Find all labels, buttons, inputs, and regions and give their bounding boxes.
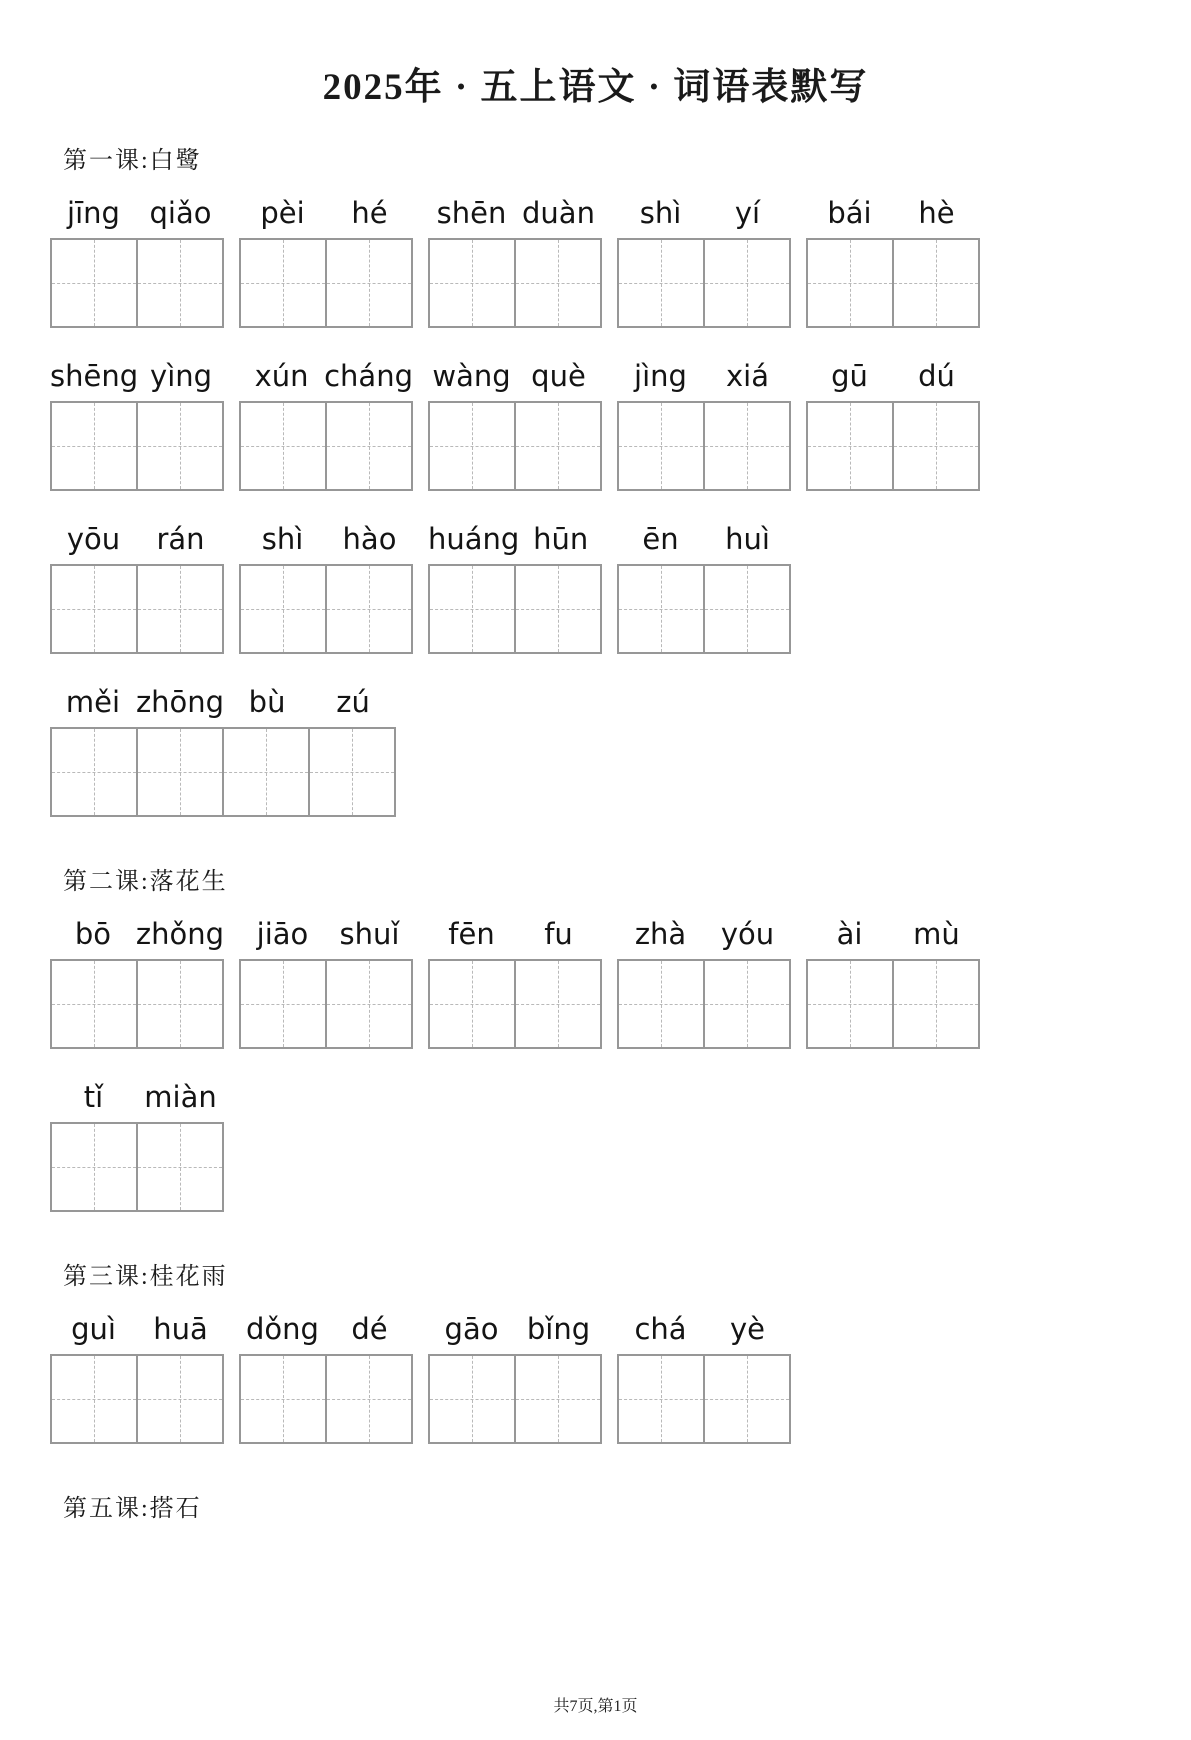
pinyin-line <box>617 916 791 952</box>
page-title: 2025年 · 五上语文 · 词语表默写 <box>322 67 869 108</box>
writing-boxes <box>617 959 791 1049</box>
pinyin-line <box>50 916 224 952</box>
horizontal-guide-line <box>327 1004 411 1005</box>
pinyin-syllable: huì <box>725 522 770 556</box>
word-group <box>806 358 980 491</box>
writing-cell[interactable] <box>808 403 894 489</box>
word-group <box>50 1311 224 1444</box>
writing-cell[interactable] <box>52 240 138 326</box>
pinyin-line <box>806 195 980 231</box>
writing-cell[interactable] <box>138 961 222 1047</box>
pinyin-line <box>239 521 413 557</box>
word-group <box>428 1311 602 1444</box>
writing-cell[interactable] <box>894 403 978 489</box>
word-group <box>239 195 413 328</box>
writing-cell[interactable] <box>138 1124 222 1210</box>
word-group <box>50 916 224 1049</box>
horizontal-guide-line <box>52 1167 136 1168</box>
horizontal-guide-line <box>894 446 978 447</box>
pinyin-syllable: hūn <box>533 522 589 556</box>
horizontal-guide-line <box>619 283 703 284</box>
pinyin-syllable: dé <box>351 1312 388 1346</box>
word-group <box>428 195 602 328</box>
writing-cell[interactable] <box>52 1356 138 1442</box>
word-group <box>50 195 224 328</box>
pinyin-syllable: yìng <box>150 359 213 393</box>
writing-boxes <box>239 1354 413 1444</box>
horizontal-guide-line <box>138 609 222 610</box>
pinyin-syllable: ài <box>836 917 863 951</box>
horizontal-guide-line <box>241 446 325 447</box>
horizontal-guide-line <box>138 1399 222 1400</box>
pinyin-line <box>617 1311 791 1347</box>
writing-boxes <box>617 401 791 491</box>
pinyin-syllable: cháng <box>324 359 413 393</box>
word-group <box>239 916 413 1049</box>
pinyin-line <box>239 195 413 231</box>
lesson-section <box>50 140 1141 817</box>
pinyin-syllable: bái <box>827 196 872 230</box>
pinyin-line <box>239 358 413 394</box>
horizontal-guide-line <box>138 772 222 773</box>
writing-cell[interactable] <box>516 566 600 652</box>
writing-cell[interactable] <box>705 566 789 652</box>
horizontal-guide-line <box>52 283 136 284</box>
writing-boxes <box>239 401 413 491</box>
word-group <box>617 195 791 328</box>
pinyin-syllable: xiá <box>726 359 769 393</box>
horizontal-guide-line <box>224 772 308 773</box>
horizontal-guide-line <box>327 1399 411 1400</box>
pinyin-line <box>428 1311 602 1347</box>
pinyin-syllable: shēng <box>50 359 139 393</box>
horizontal-guide-line <box>705 609 789 610</box>
writing-cell[interactable] <box>327 961 411 1047</box>
pinyin-syllable: guì <box>71 1312 116 1346</box>
horizontal-guide-line <box>619 446 703 447</box>
horizontal-guide-line <box>52 772 136 773</box>
pinyin-line <box>50 684 396 720</box>
writing-cell[interactable] <box>516 961 600 1047</box>
pinyin-line <box>50 1079 224 1115</box>
worksheet-page <box>0 56 1191 1740</box>
word-group <box>806 195 980 328</box>
word-group <box>50 1079 224 1212</box>
horizontal-guide-line <box>894 283 978 284</box>
word-group <box>239 358 413 491</box>
pinyin-line <box>239 916 413 952</box>
writing-cell[interactable] <box>705 403 789 489</box>
horizontal-guide-line <box>327 283 411 284</box>
writing-cell[interactable] <box>224 729 310 815</box>
lesson-section <box>50 1488 1141 1523</box>
word-row <box>50 358 1141 491</box>
writing-cell[interactable] <box>516 1356 600 1442</box>
writing-boxes <box>428 401 602 491</box>
horizontal-guide-line <box>705 1004 789 1005</box>
writing-boxes <box>428 959 602 1049</box>
pinyin-syllable: dǒng <box>246 1312 319 1346</box>
pinyin-line <box>50 358 224 394</box>
writing-cell[interactable] <box>327 403 411 489</box>
writing-boxes <box>50 1354 224 1444</box>
horizontal-guide-line <box>52 1004 136 1005</box>
pinyin-line <box>617 358 791 394</box>
writing-cell[interactable] <box>808 240 894 326</box>
pinyin-line <box>50 1311 224 1347</box>
writing-cell[interactable] <box>241 403 327 489</box>
pinyin-syllable: zú <box>336 685 370 719</box>
horizontal-guide-line <box>619 1004 703 1005</box>
pinyin-syllable: shì <box>261 522 304 556</box>
word-row <box>50 1079 1141 1212</box>
horizontal-guide-line <box>241 1399 325 1400</box>
pinyin-syllable: chá <box>634 1312 687 1346</box>
horizontal-guide-line <box>430 609 514 610</box>
pinyin-line <box>428 195 602 231</box>
horizontal-guide-line <box>52 446 136 447</box>
horizontal-guide-line <box>808 283 892 284</box>
pinyin-syllable: dú <box>918 359 955 393</box>
pinyin-line <box>428 521 602 557</box>
writing-cell[interactable] <box>138 240 222 326</box>
pinyin-line <box>806 916 980 952</box>
word-group <box>50 521 224 654</box>
word-row <box>50 684 1141 817</box>
writing-cell[interactable] <box>516 240 600 326</box>
horizontal-guide-line <box>138 1004 222 1005</box>
writing-cell[interactable] <box>705 240 789 326</box>
pinyin-syllable: jìng <box>634 359 687 393</box>
writing-cell[interactable] <box>138 729 224 815</box>
writing-boxes <box>50 238 224 328</box>
pinyin-syllable: fu <box>544 917 573 951</box>
horizontal-guide-line <box>310 772 394 773</box>
horizontal-guide-line <box>241 1004 325 1005</box>
writing-cell[interactable] <box>430 1356 516 1442</box>
word-group <box>617 1311 791 1444</box>
writing-boxes <box>617 238 791 328</box>
pinyin-syllable: zhōng <box>135 685 225 719</box>
writing-cell[interactable] <box>52 729 138 815</box>
pinyin-line <box>617 521 791 557</box>
pinyin-syllable: zhà <box>634 917 687 951</box>
pinyin-syllable: mù <box>913 917 960 951</box>
horizontal-guide-line <box>619 1399 703 1400</box>
horizontal-guide-line <box>516 283 600 284</box>
writing-boxes <box>50 959 224 1049</box>
lesson-heading: 第二课:落花生 <box>63 869 228 895</box>
word-row <box>50 195 1141 328</box>
lesson-heading: 第五课:搭石 <box>63 1496 202 1522</box>
word-group <box>50 358 224 491</box>
pinyin-syllable: xún <box>254 359 309 393</box>
worksheet-sections <box>0 140 1191 1523</box>
writing-boxes <box>806 401 980 491</box>
pinyin-syllable: jīng <box>67 196 120 230</box>
horizontal-guide-line <box>808 446 892 447</box>
writing-cell[interactable] <box>52 961 138 1047</box>
pinyin-syllable: zhǒng <box>135 917 224 951</box>
word-group <box>617 916 791 1049</box>
horizontal-guide-line <box>705 446 789 447</box>
pinyin-line <box>50 521 224 557</box>
pinyin-syllable: hào <box>342 522 397 556</box>
pinyin-syllable: jiāo <box>256 917 309 951</box>
word-group <box>239 521 413 654</box>
writing-boxes <box>806 959 980 1049</box>
horizontal-guide-line <box>430 283 514 284</box>
writing-cell[interactable] <box>327 1356 411 1442</box>
writing-cell[interactable] <box>52 403 138 489</box>
writing-boxes <box>50 1122 224 1212</box>
writing-boxes <box>806 238 980 328</box>
word-group <box>617 358 791 491</box>
writing-boxes <box>50 564 224 654</box>
pinyin-line <box>428 358 602 394</box>
word-group <box>806 916 980 1049</box>
horizontal-guide-line <box>52 609 136 610</box>
writing-cell[interactable] <box>430 961 516 1047</box>
pinyin-syllable: shēn <box>436 196 507 230</box>
horizontal-guide-line <box>516 1399 600 1400</box>
writing-cell[interactable] <box>327 566 411 652</box>
pinyin-syllable: yí <box>734 196 761 230</box>
writing-cell[interactable] <box>327 240 411 326</box>
writing-cell[interactable] <box>516 403 600 489</box>
writing-cell[interactable] <box>241 961 327 1047</box>
word-row <box>50 1311 1141 1444</box>
lesson-heading: 第三课:桂花雨 <box>63 1264 228 1290</box>
word-group <box>428 358 602 491</box>
pinyin-syllable: yóu <box>720 917 775 951</box>
pinyin-syllable: gū <box>831 359 868 393</box>
writing-cell[interactable] <box>310 729 394 815</box>
pinyin-syllable: rán <box>156 522 205 556</box>
horizontal-guide-line <box>516 1004 600 1005</box>
writing-cell[interactable] <box>241 1356 327 1442</box>
writing-cell[interactable] <box>619 240 705 326</box>
pinyin-syllable: pèi <box>260 196 305 230</box>
pinyin-syllable: huáng <box>428 522 520 556</box>
writing-boxes <box>428 1354 602 1444</box>
word-row <box>50 916 1141 1049</box>
word-group <box>428 521 602 654</box>
word-group <box>239 1311 413 1444</box>
pinyin-line <box>806 358 980 394</box>
writing-cell[interactable] <box>894 240 978 326</box>
horizontal-guide-line <box>705 1399 789 1400</box>
writing-cell[interactable] <box>241 566 327 652</box>
horizontal-guide-line <box>430 1004 514 1005</box>
horizontal-guide-line <box>241 283 325 284</box>
horizontal-guide-line <box>808 1004 892 1005</box>
page-footer: 共7页,第1页 <box>553 1698 638 1715</box>
writing-boxes <box>50 727 396 817</box>
pinyin-syllable: shuǐ <box>339 917 400 951</box>
writing-cell[interactable] <box>430 240 516 326</box>
writing-boxes <box>428 238 602 328</box>
writing-cell[interactable] <box>894 961 978 1047</box>
pinyin-syllable: hè <box>918 196 955 230</box>
writing-cell[interactable] <box>619 566 705 652</box>
pinyin-line <box>239 1311 413 1347</box>
word-group <box>428 916 602 1049</box>
pinyin-syllable: wàng <box>432 359 511 393</box>
writing-boxes <box>239 238 413 328</box>
pinyin-line <box>50 195 224 231</box>
pinyin-syllable: què <box>531 359 586 393</box>
horizontal-guide-line <box>430 446 514 447</box>
horizontal-guide-line <box>894 1004 978 1005</box>
lesson-section <box>50 1256 1141 1444</box>
writing-cell[interactable] <box>619 961 705 1047</box>
pinyin-syllable: gāo <box>444 1312 499 1346</box>
writing-cell[interactable] <box>430 566 516 652</box>
writing-cell[interactable] <box>705 1356 789 1442</box>
pinyin-syllable: bù <box>248 685 286 719</box>
pinyin-syllable: fēn <box>448 917 495 951</box>
horizontal-guide-line <box>619 609 703 610</box>
writing-cell[interactable] <box>705 961 789 1047</box>
pinyin-syllable: huā <box>153 1312 208 1346</box>
writing-boxes <box>239 959 413 1049</box>
word-group <box>617 521 791 654</box>
horizontal-guide-line <box>138 283 222 284</box>
pinyin-syllable: tǐ <box>83 1080 104 1114</box>
lesson-heading: 第一课:白鹭 <box>63 148 202 174</box>
pinyin-line <box>617 195 791 231</box>
horizontal-guide-line <box>327 609 411 610</box>
horizontal-guide-line <box>430 1399 514 1400</box>
writing-cell[interactable] <box>619 403 705 489</box>
pinyin-syllable: shì <box>639 196 682 230</box>
pinyin-syllable: qiǎo <box>149 196 212 230</box>
writing-cell[interactable] <box>808 961 894 1047</box>
pinyin-line <box>428 916 602 952</box>
writing-cell[interactable] <box>138 566 222 652</box>
horizontal-guide-line <box>138 446 222 447</box>
writing-cell[interactable] <box>52 1124 138 1210</box>
writing-boxes <box>617 564 791 654</box>
writing-boxes <box>50 401 224 491</box>
horizontal-guide-line <box>52 1399 136 1400</box>
pinyin-syllable: bǐng <box>526 1312 591 1346</box>
pinyin-syllable: ēn <box>642 522 679 556</box>
horizontal-guide-line <box>327 446 411 447</box>
horizontal-guide-line <box>241 609 325 610</box>
pinyin-syllable: měi <box>65 685 121 719</box>
horizontal-guide-line <box>516 446 600 447</box>
horizontal-guide-line <box>516 609 600 610</box>
word-row <box>50 521 1141 654</box>
writing-boxes <box>428 564 602 654</box>
writing-cell[interactable] <box>138 403 222 489</box>
writing-boxes <box>239 564 413 654</box>
word-group <box>50 684 396 817</box>
horizontal-guide-line <box>705 283 789 284</box>
pinyin-syllable: yè <box>729 1312 765 1346</box>
lesson-section <box>50 861 1141 1212</box>
pinyin-syllable: miàn <box>144 1080 217 1114</box>
writing-cell[interactable] <box>430 403 516 489</box>
writing-cell[interactable] <box>241 240 327 326</box>
pinyin-syllable: duàn <box>522 196 595 230</box>
pinyin-syllable: bō <box>74 917 111 951</box>
horizontal-guide-line <box>138 1167 222 1168</box>
writing-cell[interactable] <box>619 1356 705 1442</box>
pinyin-syllable: yōu <box>66 522 121 556</box>
writing-cell[interactable] <box>138 1356 222 1442</box>
writing-cell[interactable] <box>52 566 138 652</box>
writing-boxes <box>617 1354 791 1444</box>
pinyin-syllable: hé <box>351 196 388 230</box>
